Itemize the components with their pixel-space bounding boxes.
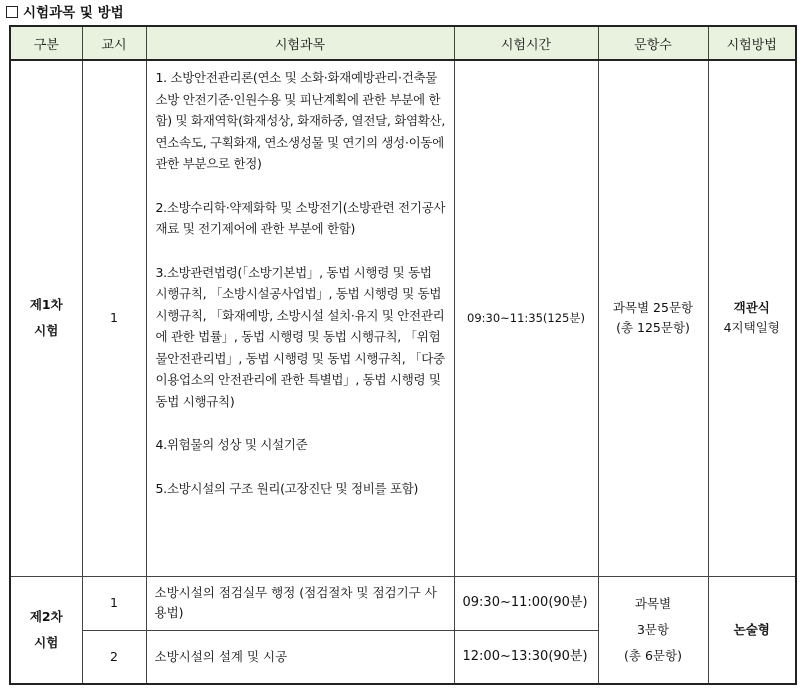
subject-item: 1. 소방안전관리론(연소 및 소화·화재예방관리·건축물 소방 안전기준·인원수용 및 피난계획에 관한 부분에 한함) 및 화재역학(화재성상, 화재하중, 열전달, 화염확산, 연소속도, 구획화재, 연소생성물 및 연기의 생성·이동에 관한 부분으로 한정) <box>155 70 445 171</box>
round1-subjects-cell <box>146 60 454 576</box>
column-header-time: 시험시간 <box>454 26 598 60</box>
column-header-subjects: 시험과목 <box>146 26 454 60</box>
subject-item: 3.소방관련법령(「소방기본법」, 동법 시행령 및 동법 시행규칙, 「소방시설공사업법」, 동법 시행령 및 동법 시행규칙, 「화재예방, 소방시설 설치·유지 및 안전관리에 관한 법률」, 동법 시행령 및 동법 시행규칙, 「위험물안전관리법」, 동법 시행령 및 동법 시행규칙, 「다중이용업소의 안전관리에 관한 특별법」, 동법 시행령 및 동법 시행규칙) <box>155 264 445 409</box>
round1-questions-line2: (총 125문항) <box>616 320 690 336</box>
round1-period: 1 <box>82 60 146 576</box>
round2-subject: 소방시설의 설계 및 시공 <box>146 630 454 684</box>
round2-subject: 소방시설의 점검실무 행정 (점검절차 및 점검기구 사용법) <box>146 576 454 630</box>
round2-name-cell <box>10 576 82 684</box>
column-header-method: 시험방법 <box>708 26 796 60</box>
subject-item: 4.위험물의 성상 및 시설기준 <box>155 437 308 452</box>
round2-questions-cell <box>598 576 708 684</box>
round1-method-line2: 4지택일형 <box>723 320 780 336</box>
column-header-category: 구분 <box>10 26 82 60</box>
round2-questions-line1: 과목별 <box>634 595 672 611</box>
column-header-period: 교시 <box>82 26 146 60</box>
round1-method-line1: 객관식 <box>733 300 770 316</box>
round2-period: 1 <box>82 576 146 630</box>
round2-time: 09:30~11:00(90분) <box>454 576 598 630</box>
round2-period: 2 <box>82 630 146 684</box>
round1-name-line1: 제1차 <box>29 297 63 313</box>
round1-questions-line1: 과목별 25문항 <box>612 300 694 316</box>
round2-time: 12:00~13:30(90분) <box>454 630 598 684</box>
round2-name-line1: 제2차 <box>29 608 63 624</box>
section-heading <box>6 2 124 24</box>
round2-questions-line3: (총 6문항) <box>624 647 682 663</box>
subject-item: 2.소방수리학·약제화학 및 소방전기(소방관련 전기공사 재료 및 전기제어에 관한 부분에 한함) <box>155 199 446 236</box>
exam-table <box>9 25 797 685</box>
table-row-round2-period1 <box>10 576 796 630</box>
column-header-questions: 문항수 <box>598 26 708 60</box>
round2-questions-line2: 3문항 <box>636 621 670 637</box>
round1-time: 09:30~11:35(125분) <box>454 60 598 576</box>
round2-method: 논술형 <box>708 576 796 684</box>
round1-name-line2: 시험 <box>34 323 59 339</box>
round1-method-cell <box>708 60 796 576</box>
header-row <box>10 26 796 60</box>
round1-name-cell <box>10 60 82 576</box>
checkbox-square-icon <box>6 6 18 18</box>
round1-questions-cell <box>598 60 708 576</box>
round2-name-line2: 시험 <box>34 634 59 650</box>
section-heading-text: 시험과목 및 방법 <box>23 5 124 21</box>
table-row-round1 <box>10 60 796 576</box>
subject-item: 5.소방시설의 구조 원리(고장진단 및 정비를 포함) <box>155 480 419 496</box>
